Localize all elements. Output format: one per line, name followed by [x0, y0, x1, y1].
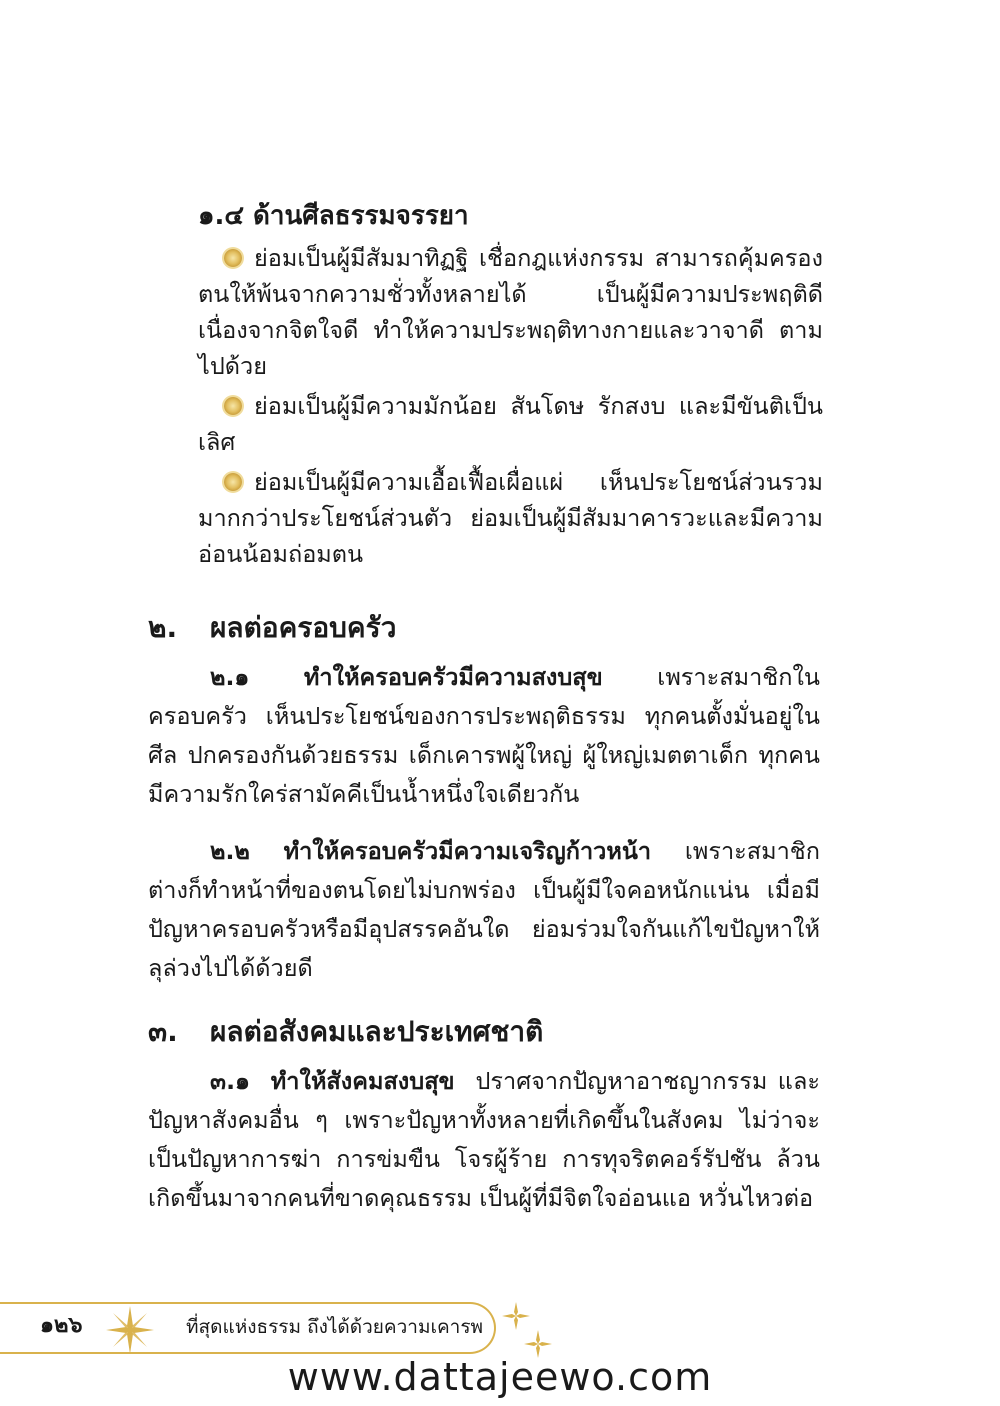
paragraph-2-1-text: เพราะสมาชิกในครอบครัว เห็นประโยชน์ของการประพฤติธรรม ทุกคนตั้งมั่นอยู่ในศีล ปกครองกันด้วยธรรม เด็กเคารพผู้ใหญ่ ผู้ใหญ่เมตตาเด็ก ทุกคนมีความรักใคร่สามัคคีเป็นน้ำหนึ่งใจเดียวกัน: [148, 663, 820, 808]
paragraph-2-1-number: ๒.๑: [210, 663, 250, 691]
flower-bullet-icon: [224, 249, 242, 267]
website-url: www.dattajeewo.com: [287, 1355, 713, 1399]
section-3-heading: [148, 1010, 820, 1054]
bullet-text: ย่อมเป็นผู้มีความเอื้อเฟื้อเผื่อแผ่ เห็นประโยชน์ส่วนรวมมากกว่าประโยชน์ส่วนตัว ย่อมเป็นผู้มีสัมมาคารวะและมีความอ่อนน้อมถ่อมตน: [198, 468, 823, 568]
section-1-4-number: ๑.๔: [198, 201, 245, 231]
bullet-paragraph: [198, 464, 823, 572]
section-2-number: ๒.: [148, 611, 178, 644]
paragraph-2-2: [148, 832, 820, 988]
paragraph-3-1: [148, 1062, 820, 1218]
page-number: ๑๒๖: [40, 1313, 83, 1338]
section-1-4-title: ด้านศีลธรรมจรรยา: [253, 201, 469, 231]
bullet-paragraph: [198, 388, 823, 460]
section-1-4: [198, 196, 823, 576]
flower-bullet-icon: [224, 397, 242, 415]
bullet-text: ย่อมเป็นผู้มีสัมมาทิฏฐิ เชื่อกฎแห่งกรรม สามารถคุ้มครองตนให้พ้นจากความชั่วทั้งหลายได้ เป็นผู้มีความประพฤติดี เนื่องจากจิตใจดี ทำให้ความประพฤติทางกายและวาจาดี ตามไปด้วย: [198, 244, 823, 380]
paragraph-2-2-text: เพราะสมาชิกต่างก็ทำหน้าที่ของตนโดยไม่บกพร่อง เป็นผู้มีใจคอหนักแน่น เมื่อมีปัญหาครอบครัวหรือมีอุปสรรคอันใด ย่อมร่วมใจกันแก้ไขปัญหาให้ลุล่วงไปได้ด้วยดี: [148, 837, 820, 982]
section-1-4-heading: [198, 196, 823, 236]
book-title: ที่สุดแห่งธรรม ถึงได้ด้วยความเคารพ: [186, 1316, 484, 1338]
paragraph-2-1-heading: ทำให้ครอบครัวมีความสงบสุข: [303, 663, 603, 691]
paragraph-3-1-heading: ทำให้สังคมสงบสุข: [270, 1067, 455, 1095]
gold-star-ornament-icon: [100, 1300, 160, 1360]
paragraph-3-1-text: ปราศจากปัญหาอาชญากรรม และปัญหาสังคมอื่น ๆ เพราะปัญหาทั้งหลายที่เกิดขึ้นในสังคม ไม่ว่าจะเป็นปัญหาการฆ่า การข่มขืน โจรผู้ร้าย การทุจริตคอร์รัปชัน ล้วนเกิดขึ้นมาจากคนที่ขาดคุณธรรม เป็นผู้ที่มีจิตใจอ่อนแอ หวั่นไหวต่อ: [148, 1067, 820, 1212]
bullet-paragraph: [198, 240, 823, 384]
section-3-number: ๓.: [148, 1015, 178, 1048]
paragraph-2-1: [148, 658, 820, 814]
section-2: [148, 606, 820, 988]
paragraph-2-2-heading: ทำให้ครอบครัวมีความเจริญก้าวหน้า: [283, 837, 652, 865]
flower-bullet-icon: [224, 473, 242, 491]
paragraph-3-1-number: ๓.๑: [210, 1067, 250, 1095]
section-2-heading: [148, 606, 820, 650]
section-3: [148, 1010, 820, 1218]
bullet-text: ย่อมเป็นผู้มีความมักน้อย สันโดษ รักสงบ และมีขันติเป็นเลิศ: [198, 392, 823, 456]
section-3-title: ผลต่อสังคมและประเทศชาติ: [210, 1015, 544, 1048]
paragraph-2-2-number: ๒.๒: [210, 837, 250, 865]
section-2-title: ผลต่อครอบครัว: [210, 611, 397, 644]
